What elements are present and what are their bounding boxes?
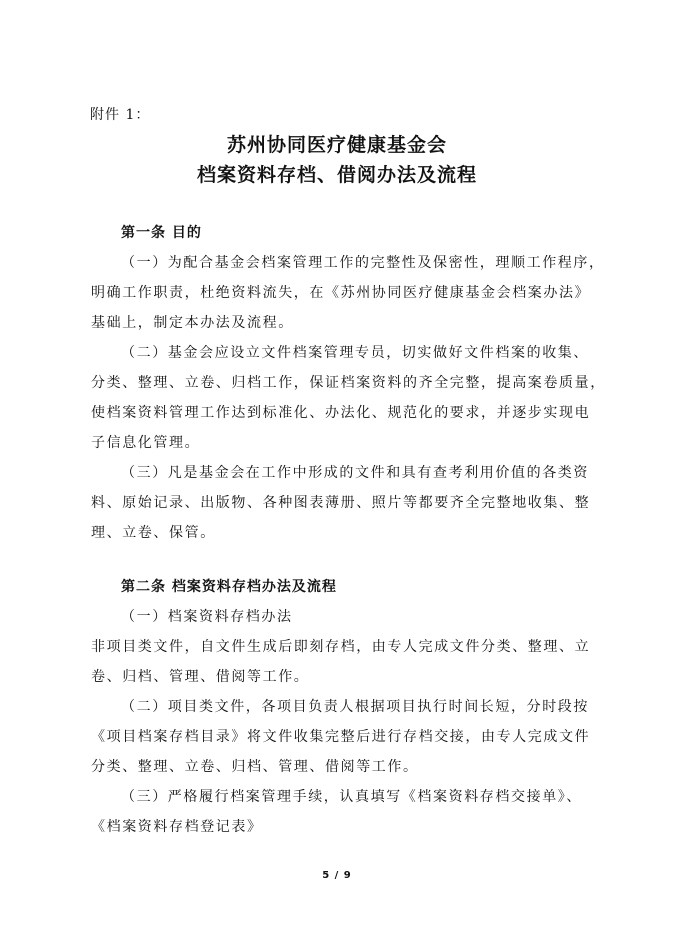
document-title-line2: 档案资料存档、借阅办法及流程 [196,164,477,186]
article1-line: （二）基金会应设立文件档案管理专员，切实做好文件档案的收集、 [121,345,589,361]
attachment-label: 附件 1： [90,107,151,123]
article1-line: （三）凡是基金会在工作中形成的文件和具有查考利用价值的各类资 [121,465,589,481]
article2-line: 《项目档案存档目录》将文件收集完整后进行存档交接，由专人完成文件 [91,729,591,745]
article2-line: 分类、整理、立卷、归档、管理、借阅等工作。 [91,759,419,775]
article1-line: 子信息化管理。 [91,435,201,451]
article1-line: 明确工作职责，杜绝资料流失，在《苏州协同医疗健康基金会档案办法》 [91,285,591,301]
article2-line: （三）严格履行档案管理手续，认真填写《档案资料存档交接单》、 [121,789,582,805]
article1-line: 理、立卷、保管。 [91,525,216,541]
article2-line: 《档案资料存档登记表》 [91,819,263,835]
article1-line: 基础上，制定本办法及流程。 [91,315,294,331]
page-number: 5 / 9 [322,870,352,881]
document-title-line1: 苏州协同医疗健康基金会 [226,134,447,156]
article1-line: 料、原始记录、出版物、各种图表薄册、照片等都要齐全完整地收集、整 [91,495,591,511]
article2-heading: 第二条 档案资料存档办法及流程 [121,579,337,595]
article1-line: 分类、整理、立卷、归档工作，保证档案资料的齐全完整，提高案卷质量， [91,375,606,391]
article1-line: （一）为配合基金会档案管理工作的完整性及保密性，理顺工作程序， [121,255,605,271]
article2-line: （一）档案资料存档办法 [121,609,293,625]
article2-line: 卷、归档、管理、借阅等工作。 [91,669,310,685]
article1-heading: 第一条 目的 [121,225,202,241]
article2-line: （二）项目类文件，各项目负责人根据项目执行时间长短，分时段按 [121,699,589,715]
article1-line: 使档案资料管理工作达到标准化、办法化、规范化的要求，并逐步实现电 [91,405,591,421]
article2-line: 非项目类文件，自文件生成后即刻存档，由专人完成文件分类、整理、立 [91,639,591,655]
